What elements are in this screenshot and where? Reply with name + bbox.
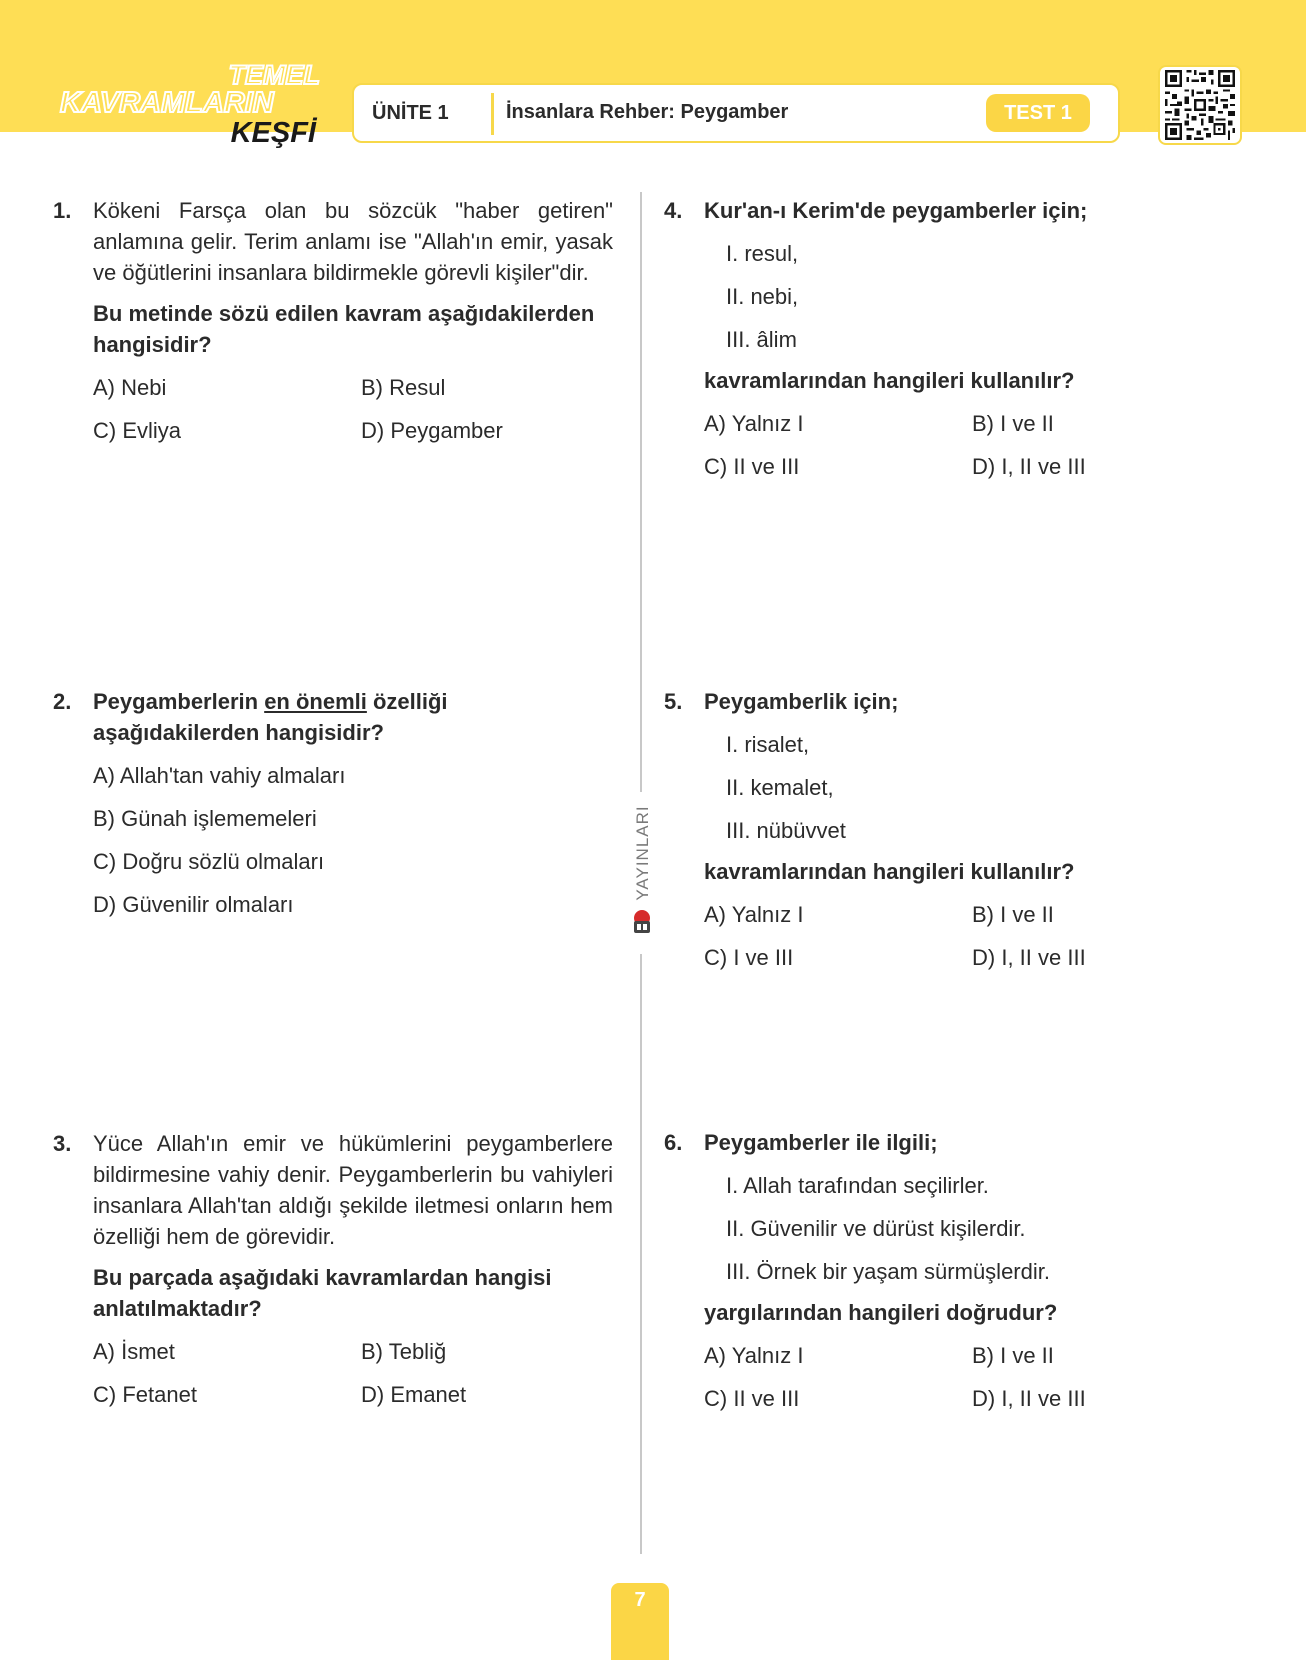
question-intro: Peygamberlik için;	[704, 689, 899, 714]
prompt-part: özelliği aşağıdakilerden hangisidir?	[93, 689, 448, 745]
question-number: 2.	[53, 689, 72, 714]
publisher-mark	[628, 803, 656, 935]
logo-line-3: KEŞFİ	[230, 117, 316, 149]
question-stem: Yüce Allah'ın emir ve hükümlerini peygamberlere bildirmesine vahiy denir. Peygamberlerin bu vahiyleri insanlara Allah'tan aldığı şekilde iletmesi onların hem özelliği hem de görevidir.	[93, 1131, 613, 1249]
question-number: 5.	[664, 689, 683, 714]
question-prompt	[93, 686, 613, 748]
question-5	[664, 686, 1264, 973]
question-prompt: Bu metinde sözü edilen kavram aşağıdakilerden hangisidir?	[93, 301, 595, 357]
option-a[interactable]: A) İsmet	[93, 1339, 175, 1364]
question-number: 4.	[664, 198, 683, 223]
option-c[interactable]: C) Evliya	[93, 418, 182, 443]
option-b[interactable]: B) Tebliğ	[361, 1339, 447, 1364]
question-intro: Peygamberler ile ilgili;	[704, 1130, 938, 1155]
unit-header	[352, 83, 1120, 143]
option-d[interactable]: D) Peygamber	[361, 418, 503, 443]
question-prompt: yargılarından hangileri doğrudur?	[704, 1300, 1058, 1325]
prompt-part: Peygamberlerin	[93, 689, 265, 714]
option-c[interactable]: C) I ve III	[704, 945, 794, 970]
option-d[interactable]: D) Güvenilir olmaları	[93, 892, 294, 917]
qr-code-icon[interactable]	[1158, 65, 1242, 145]
answer-options	[93, 760, 613, 920]
question-2	[53, 686, 613, 920]
question-intro: Kur'an-ı Kerim'de peygamberler için;	[704, 198, 1088, 223]
question-number: 3.	[53, 1131, 72, 1156]
option-b[interactable]: B) I ve II	[972, 902, 1054, 927]
page-number: 7	[611, 1583, 669, 1660]
logo-line-1: TEMEL	[228, 62, 320, 90]
question-prompt: Bu parçada aşağıdaki kavramlardan hangisi anlatılmaktadır?	[93, 1265, 552, 1321]
statement-item: II. kemalet,	[726, 775, 834, 800]
statement-item: II. Güvenilir ve dürüst kişilerdir.	[726, 1216, 1026, 1241]
option-d[interactable]: D) Emanet	[361, 1382, 467, 1407]
column-divider	[640, 192, 642, 792]
question-6	[664, 1127, 1264, 1414]
question-1	[53, 195, 613, 446]
header-divider	[491, 93, 494, 135]
option-a[interactable]: A) Yalnız I	[704, 902, 804, 927]
publisher-label: YAYINLARI	[633, 805, 652, 901]
publisher-logo-icon	[631, 909, 653, 935]
statement-list	[726, 1170, 1264, 1287]
statement-item: I. resul,	[726, 241, 799, 266]
option-d[interactable]: D) I, II ve III	[972, 454, 1086, 479]
option-c[interactable]: C) Fetanet	[93, 1382, 197, 1407]
question-stem: Kökeni Farsça olan bu sözcük "haber getiren" anlamına gelir. Terim anlamı ise "Allah'ın emir, yasak ve öğütlerini insanlara bildirmekle görevli kişiler"dir.	[93, 198, 613, 285]
statement-item: II. nebi,	[726, 284, 799, 309]
answer-options	[704, 408, 1264, 482]
question-3	[53, 1128, 613, 1410]
logo-line-2: KAVRAMLARIN	[60, 87, 274, 119]
statement-item: I. Allah tarafından seçilirler.	[726, 1173, 989, 1198]
option-a[interactable]: A) Allah'tan vahiy almaları	[93, 763, 346, 788]
question-4	[664, 195, 1264, 482]
option-a[interactable]: A) Yalnız I	[704, 411, 804, 436]
statement-list	[726, 729, 1264, 846]
brand-logo	[58, 62, 323, 152]
answer-options	[704, 1340, 1264, 1414]
question-prompt: kavramlarından hangileri kullanılır?	[704, 859, 1075, 884]
option-a[interactable]: A) Nebi	[93, 375, 167, 400]
option-c[interactable]: C) II ve III	[704, 454, 800, 479]
option-a[interactable]: A) Yalnız I	[704, 1343, 804, 1368]
answer-options	[704, 899, 1264, 973]
statement-item: III. Örnek bir yaşam sürmüşlerdir.	[726, 1259, 1050, 1284]
statement-item: III. nübüvvet	[726, 818, 846, 843]
test-badge: TEST 1	[986, 94, 1090, 132]
topic-title: İnsanlara Rehber: Peygamber	[506, 101, 789, 123]
answer-options	[93, 1336, 613, 1410]
option-b[interactable]: B) I ve II	[972, 1343, 1054, 1368]
option-c[interactable]: C) II ve III	[704, 1386, 800, 1411]
column-divider	[640, 954, 642, 1554]
unit-label: ÜNİTE 1	[372, 102, 449, 124]
statement-item: I. risalet,	[726, 732, 810, 757]
question-number: 6.	[664, 1130, 683, 1155]
question-prompt: kavramlarından hangileri kullanılır?	[704, 368, 1075, 393]
answer-options	[93, 372, 613, 446]
option-b[interactable]: B) Resul	[361, 375, 446, 400]
option-b[interactable]: B) Günah işlememeleri	[93, 806, 317, 831]
statement-item: III. âlim	[726, 327, 797, 352]
option-d[interactable]: D) I, II ve III	[972, 1386, 1086, 1411]
option-c[interactable]: C) Doğru sözlü olmaları	[93, 849, 325, 874]
question-number: 1.	[53, 198, 72, 223]
prompt-emphasis: en önemli	[264, 689, 367, 714]
statement-list	[726, 238, 1264, 355]
option-d[interactable]: D) I, II ve III	[972, 945, 1086, 970]
option-b[interactable]: B) I ve II	[972, 411, 1054, 436]
